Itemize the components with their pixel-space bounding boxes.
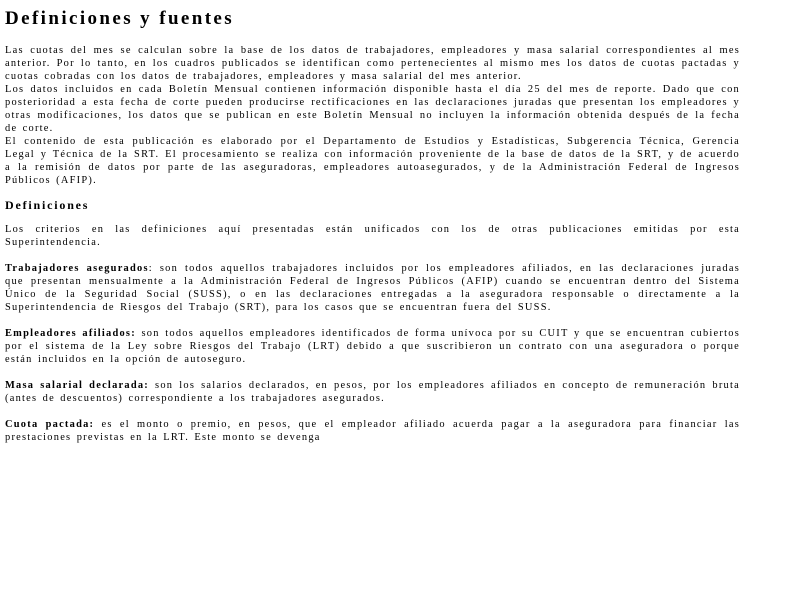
intro-paragraph-3: El contenido de esta publicación es elaborado por el Departamento de Estudios y Estadísticas, Subgerencia Técnica, Gerencia Legal y Técnica de la SRT. El procesamiento se realiza con información proveniente de la base de datos de la SRT, y de acuerdo a la remisión de datos por parte de las aseguradoras, empleadores autoasegurados, y de la Administración Federal de Ingresos Públicos (AFIP). [5,136,740,186]
definition-term: Empleadores afiliados: [5,328,136,339]
definition-text: son todos aquellos trabajadores incluidos por los empleadores afiliados, en las declaraciones juradas que presentan mensualmente a la Administración Federal de Ingresos Públicos (AFIP) cuando se encuentran dentro del Sistema Único de la Seguridad Social (SUSS), o en las declaraciones entregadas a la aseguradora responsable o directamente a la Superintendencia de Riesgos del Trabajo (SRT), para los casos que se encuentran fuera del SUSS. [5,263,740,313]
intro-paragraph-1: Las cuotas del mes se calculan sobre la base de los datos de trabajadores, empleadores y masa salarial correspondientes al mes anterior. Por lo tanto, en los cuadros publicados se identifican como pertenecientes al mismo mes los datos de cuotas pactadas y cuotas cobradas con los datos de trabajadores, empleadores y masa salarial del mes anterior. [5,45,740,82]
intro-paragraph-2: Los datos incluidos en cada Boletín Mensual contienen información disponible hasta el día 25 del mes de reporte. Dado que con posterioridad a esta fecha de corte pueden producirse rectificaciones en las declaraciones juradas que presentan los empleadores y otras modificaciones, los datos que se publican en este Boletín Mensual no incluyen la información obtenida después de la fecha de corte. [5,84,740,134]
definition-trabajadores-asegurados [5,262,740,314]
definitions-heading: Definiciones [5,198,90,212]
definition-term: Masa salarial declarada: [5,380,150,391]
definition-empleadores-afiliados [5,327,740,366]
definitions-intro: Los criterios en las definiciones aquí presentadas están unificados con los de otras publicaciones emitidas por esta Superintendencia. [5,224,740,248]
definition-text: son los salarios declarados, en pesos, por los empleadores afiliados en concepto de remuneración bruta (antes de descuentos) correspondiente a los trabajadores asegurados. [5,380,740,404]
page-title: Definiciones y fuentes [5,8,235,29]
definition-term: Cuota pactada: [5,419,95,430]
definition-cuota-pactada [5,418,740,444]
definition-separator: : [148,263,153,274]
document-page [5,0,740,444]
definition-text: son todos aquellos empleadores identificados de forma unívoca por su CUIT y que se encuentran cubiertos por el sistema de la Ley sobre Riesgos del Trabajo (LRT) debido a que suscribieron un contrato con una aseguradora o porque están incluidos en la opción de autoseguro. [5,328,741,365]
definition-masa-salarial [5,379,740,405]
definition-term: Trabajadores asegurados [5,263,149,274]
definition-text: es el monto o premio, en pesos, que el empleador afiliado acuerda pagar a la aseguradora para financiar las prestaciones previstas en la LRT. Este monto se devenga [5,419,740,443]
